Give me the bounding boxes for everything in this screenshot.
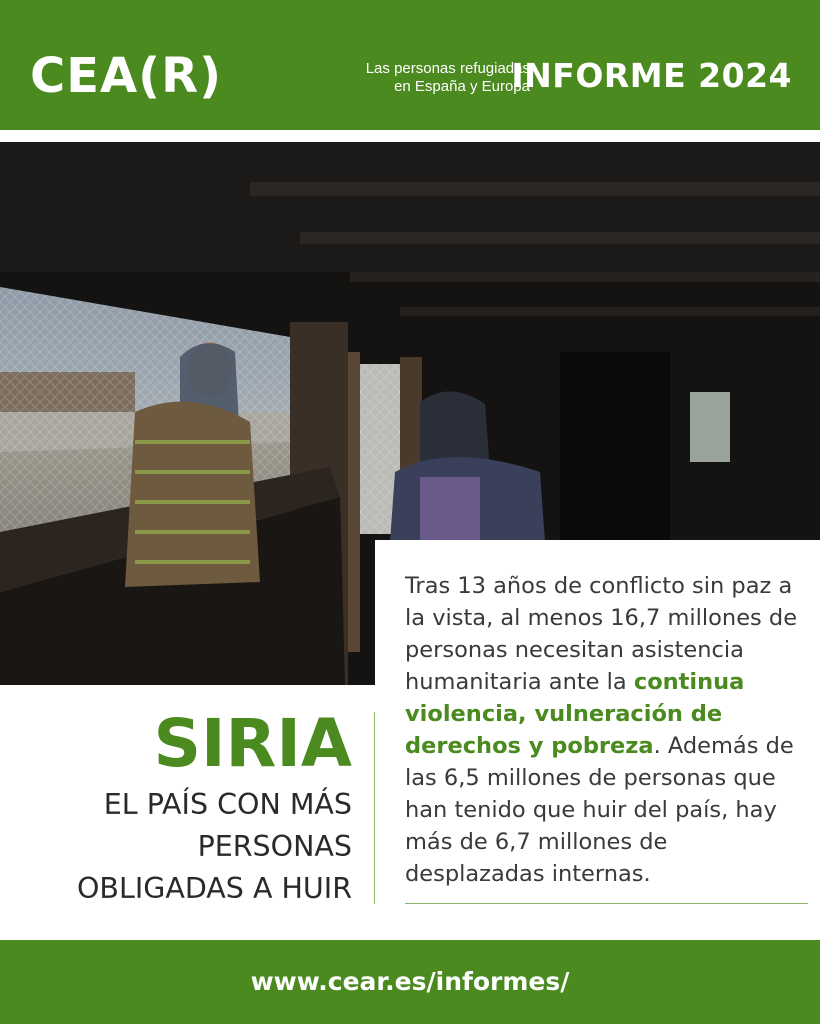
photo-credit: © Diego Íbarra xyxy=(11,805,83,817)
header-subtitle xyxy=(270,60,530,96)
header-bar xyxy=(0,0,820,130)
subtitle-line-1: Las personas refugiadas xyxy=(365,60,530,77)
tagline-line-3: OBLIGADAS A HUIR xyxy=(77,872,352,905)
body-text-part-2: . Además de las 6,5 millones de personas que han tenido que huir del país, hay más de 6,7 millones de desplazadas internas. xyxy=(405,733,794,887)
cear-logo: CEA(R) xyxy=(30,48,222,104)
body-highlight: continua violencia, vulneración de derechos y pobreza xyxy=(405,669,745,759)
headline-tagline xyxy=(22,784,352,910)
tagline-line-2: PERSONAS xyxy=(197,830,352,863)
footer-url-link[interactable]: www.cear.es/informes/ xyxy=(250,967,570,996)
body-paragraph xyxy=(405,570,800,890)
vertical-divider xyxy=(374,712,375,904)
country-title: SIRIA xyxy=(153,705,352,782)
report-title: INFORME 2024 xyxy=(511,56,792,95)
body-divider xyxy=(405,903,808,904)
tagline-line-1: EL PAÍS CON MÁS xyxy=(103,788,352,821)
body-text-part-1: Tras 13 años de conflicto sin paz a la vista, al menos 16,7 millones de personas necesitan asistencia humanitaria ante la xyxy=(405,573,798,695)
subtitle-line-2: en España y Europa xyxy=(394,78,530,95)
